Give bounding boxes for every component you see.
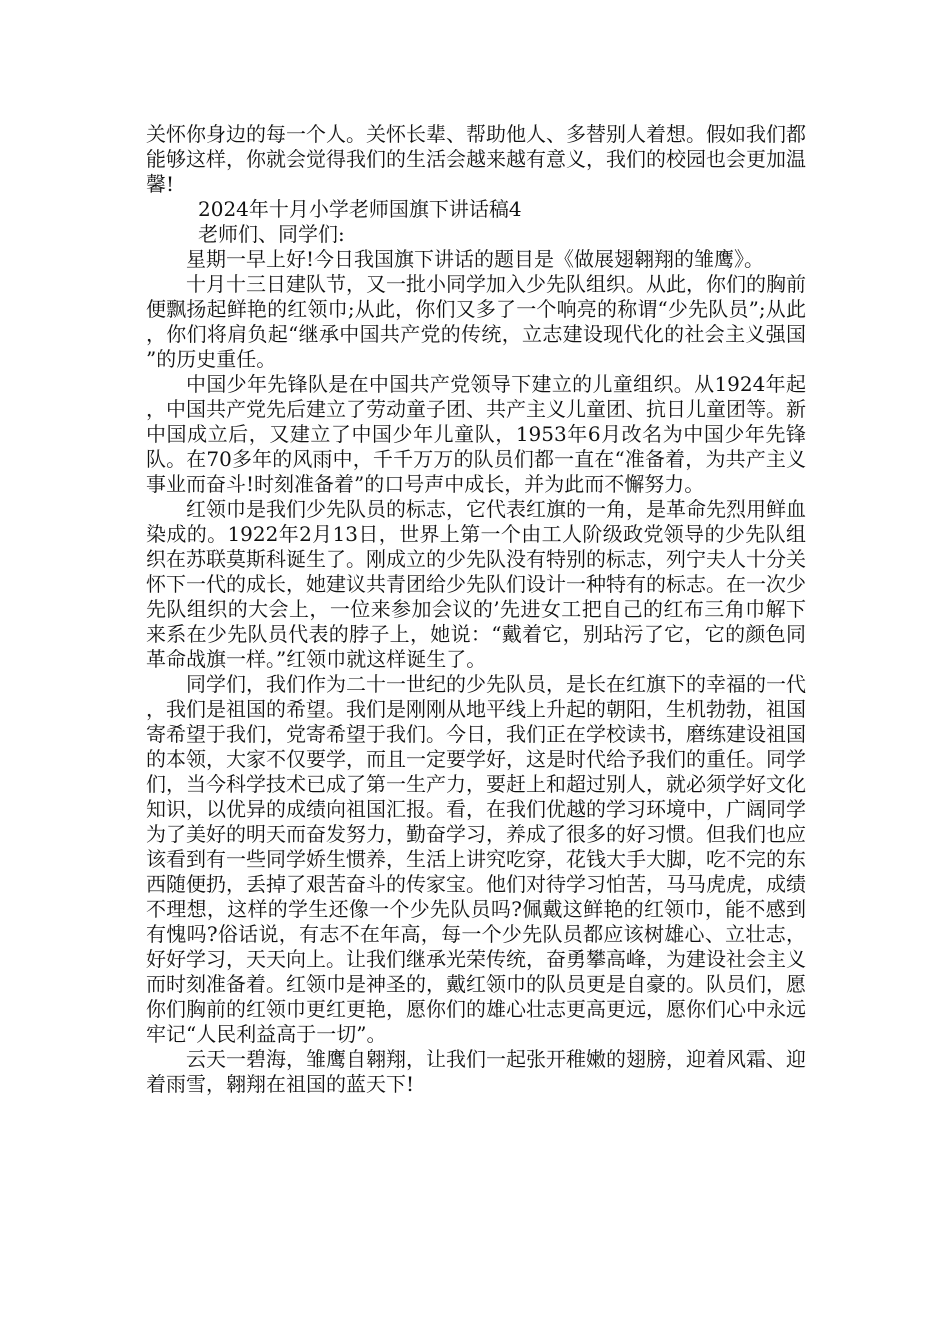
paragraph-greeting: 星期一早上好!今日我国旗下讲话的题目是《做展翅翱翔的雏鹰》。 [186,247,765,271]
paragraph-history: 中国少年先锋队是在中国共产党领导下建立的儿童组织。从1924年起，中国共产党先后建立了劳动童子团、共产主义儿童团、抗日儿童团等。新中国成立后，又建立了中国少年儿童队，1953年6月改名为中国少年先锋队。在70多年的风雨中，千千万万的队员们都一直在“准备着，为共产主义事业而奋斗!时刻准备着”的口号声中成长，并为此而不懈努力。 [146,372,806,496]
paragraph-team-day: 十月十三日建队节，又一批小同学加入少先队组织。从此，你们的胸前便飘扬起鲜艳的红领巾;从此，你们又多了一个响亮的称谓“少先队员”;从此，你们将肩负起“继承中国共产党的传统，立志建设现代化的社会主义强国”的历史重任。 [146,272,806,371]
paragraph-continuation: 关怀你身边的每一个人。关怀长辈、帮助他人、多替别人着想。假如我们都能够这样，你就会觉得我们的生活会越来越有意义，我们的校园也会更加温馨! [146,122,806,196]
paragraph-red-scarf: 红领巾是我们少先队员的标志，它代表红旗的一角，是革命先烈用鲜血染成的。1922年2月13日，世界上第一个由工人阶级政党领导的少先队组织在苏联莫斯科诞生了。刚成立的少先队没有特别的标志，列宁夫人十分关怀下一代的成长，她建议共青团给少先队们设计一种特有的标志。在一次少先队组织的大会上，一位来参加会议的’先进女工把自己的红布三角巾解下来系在少先队员代表的脖子上，她说：“戴着它，别玷污了它，它的颜色同革命战旗一样。”红领巾就这样诞生了。 [146,497,806,671]
paragraph-closing: 云天一碧海，雏鹰自翱翔，让我们一起张开稚嫩的翅膀，迎着风霜、迎着雨雪，翱翔在祖国的蓝天下! [146,1047,806,1096]
document-page [146,122,806,1097]
paragraph-students: 同学们，我们作为二十一世纪的少先队员，是长在红旗下的幸福的一代，我们是祖国的希望。我们是刚刚从地平线上升起的朝阳，生机勃勃，祖国寄希望于我们，党寄希望于我们。今日，我们正在学校读书，磨练建设祖国的本领，大家不仅要学，而且一定要学好，这是时代给予我们的重任。同学们，当今科学技术已成了第一生产力，要赶上和超过别人，就必须学好文化知识，以优异的成绩向祖国汇报。看，在我们优越的学习环境中，广阔同学为了美好的明天而奋发努力，勤奋学习，养成了很多的好习惯。但我们也应该看到有一些同学娇生惯养，生活上讲究吃穿，花钱大手大脚，吃不完的东西随便扔，丢掉了艰苦奋斗的传家宝。他们对待学习怕苦，马马虎虎，成绩不理想，这样的学生还像一个少先队员吗?佩戴这鲜艳的红领巾，能不感到有愧吗?俗话说，有志不在年高，每一个少先队员都应该树雄心、立壮志，好好学习，天天向上。让我们继承光荣传统，奋勇攀高峰，为建设社会主义而时刻准备着。红领巾是神圣的，戴红领巾的队员更是自豪的。队员们，愿你们胸前的红领巾更红更艳，愿你们的雄心壮志更高更远，愿你们心中永远牢记“人民利益高于一切”。 [146,672,806,1046]
speech-title: 2024年十月小学老师国旗下讲话稿4 [198,197,522,221]
salutation: 老师们、同学们: [198,222,345,246]
